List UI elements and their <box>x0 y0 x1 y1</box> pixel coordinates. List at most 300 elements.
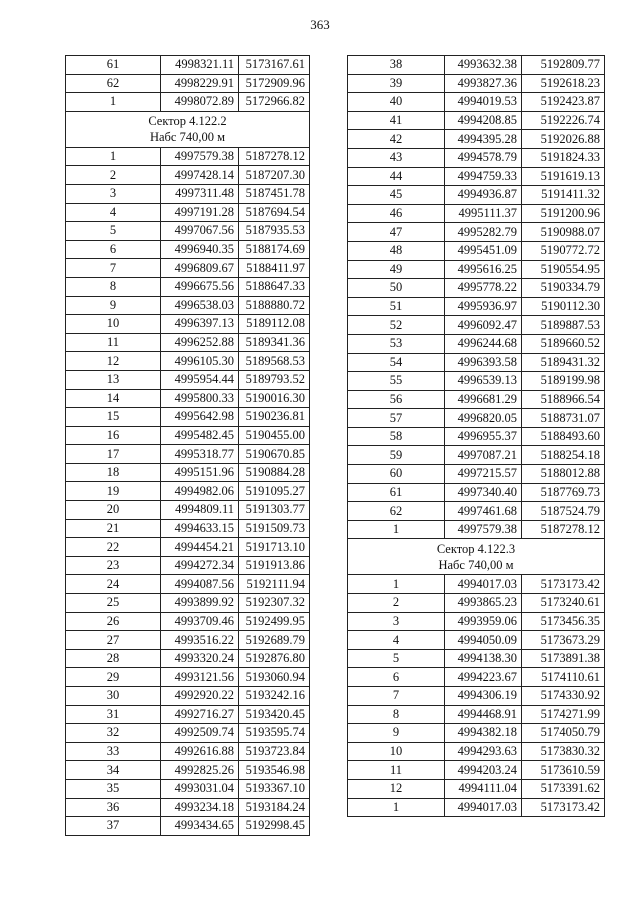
y-coordinate-cell: 5172909.96 <box>239 74 310 93</box>
y-coordinate-cell: 5193420.45 <box>239 705 310 724</box>
x-coordinate-cell: 4994019.53 <box>445 93 522 112</box>
x-coordinate-cell: 4998321.11 <box>161 56 239 75</box>
y-coordinate-cell: 5174271.99 <box>522 705 605 724</box>
x-coordinate-cell: 4996955.37 <box>445 427 522 446</box>
table-row <box>348 742 605 761</box>
y-coordinate-cell: 5190554.95 <box>522 260 605 279</box>
point-number-cell: 16 <box>66 426 161 445</box>
x-coordinate-cell: 4993632.38 <box>445 56 522 75</box>
y-coordinate-cell: 5190236.81 <box>239 408 310 427</box>
y-coordinate-cell: 5193060.94 <box>239 668 310 687</box>
point-number-cell: 28 <box>66 649 161 668</box>
table-row <box>66 742 310 761</box>
table-row <box>348 612 605 631</box>
y-coordinate-cell: 5187694.54 <box>239 203 310 222</box>
y-coordinate-cell: 5193242.16 <box>239 687 310 706</box>
point-number-cell: 26 <box>66 612 161 631</box>
x-coordinate-cell: 4996252.88 <box>161 333 239 352</box>
table-row <box>348 353 605 372</box>
table-row <box>66 705 310 724</box>
y-coordinate-cell: 5188647.33 <box>239 277 310 296</box>
point-number-cell: 38 <box>348 56 445 75</box>
y-coordinate-cell: 5187935.53 <box>239 222 310 241</box>
y-coordinate-cell: 5189199.98 <box>522 372 605 391</box>
page-number: 363 <box>310 17 330 32</box>
coordinates-table-right <box>347 55 605 817</box>
table-row <box>348 334 605 353</box>
y-coordinate-cell: 5191509.73 <box>239 519 310 538</box>
y-coordinate-cell: 5192111.94 <box>239 575 310 594</box>
table-row <box>348 130 605 149</box>
table-row <box>66 333 310 352</box>
sector-header <box>66 111 310 147</box>
table-row <box>66 408 310 427</box>
point-number-cell: 41 <box>348 111 445 130</box>
table-row <box>348 798 605 817</box>
point-number-cell: 11 <box>348 761 445 780</box>
table-row <box>348 446 605 465</box>
table-row <box>66 315 310 334</box>
point-number-cell: 2 <box>66 166 161 185</box>
y-coordinate-cell: 5187278.12 <box>239 147 310 166</box>
table-row <box>348 465 605 484</box>
table-row <box>348 502 605 521</box>
x-coordinate-cell: 4994468.91 <box>445 705 522 724</box>
table-row <box>66 501 310 520</box>
x-coordinate-cell: 4995642.98 <box>161 408 239 427</box>
x-coordinate-cell: 4995936.97 <box>445 297 522 316</box>
table-row <box>66 147 310 166</box>
x-coordinate-cell: 4997087.21 <box>445 446 522 465</box>
x-coordinate-cell: 4994138.30 <box>445 649 522 668</box>
x-coordinate-cell: 4994382.18 <box>445 724 522 743</box>
y-coordinate-cell: 5188880.72 <box>239 296 310 315</box>
x-coordinate-cell: 4994203.24 <box>445 761 522 780</box>
point-number-cell: 1 <box>348 798 445 817</box>
table-row <box>348 167 605 186</box>
x-coordinate-cell: 4996940.35 <box>161 240 239 259</box>
x-coordinate-cell: 4994017.03 <box>445 798 522 817</box>
point-number-cell: 9 <box>66 296 161 315</box>
point-number-cell: 43 <box>348 148 445 167</box>
point-number-cell: 21 <box>66 519 161 538</box>
table-row <box>66 259 310 278</box>
y-coordinate-cell: 5193546.98 <box>239 761 310 780</box>
point-number-cell: 35 <box>66 779 161 798</box>
table-row <box>348 111 605 130</box>
sector-height: Набс 740,00 м <box>438 557 514 572</box>
x-coordinate-cell: 4993031.04 <box>161 779 239 798</box>
point-number-cell: 1 <box>66 147 161 166</box>
x-coordinate-cell: 4997191.28 <box>161 203 239 222</box>
point-number-cell: 18 <box>66 463 161 482</box>
table-row <box>348 204 605 223</box>
y-coordinate-cell: 5174110.61 <box>522 668 605 687</box>
x-coordinate-cell: 4993121.56 <box>161 668 239 687</box>
point-number-cell: 39 <box>348 74 445 93</box>
table-row <box>348 186 605 205</box>
point-number-cell: 7 <box>66 259 161 278</box>
x-coordinate-cell: 4993827.36 <box>445 74 522 93</box>
y-coordinate-cell: 5191713.10 <box>239 538 310 557</box>
y-coordinate-cell: 5191619.13 <box>522 167 605 186</box>
y-coordinate-cell: 5193367.10 <box>239 779 310 798</box>
y-coordinate-cell: 5188254.18 <box>522 446 605 465</box>
x-coordinate-cell: 4996244.68 <box>445 334 522 353</box>
x-coordinate-cell: 4994982.06 <box>161 482 239 501</box>
x-coordinate-cell: 4994208.85 <box>445 111 522 130</box>
point-number-cell: 50 <box>348 279 445 298</box>
y-coordinate-cell: 5193595.74 <box>239 724 310 743</box>
x-coordinate-cell: 4993709.46 <box>161 612 239 631</box>
table-row <box>66 426 310 445</box>
table-row <box>66 575 310 594</box>
point-number-cell: 13 <box>66 370 161 389</box>
table-row <box>66 631 310 650</box>
table-row <box>348 520 605 539</box>
table-row <box>66 594 310 613</box>
x-coordinate-cell: 4998229.91 <box>161 74 239 93</box>
table-row <box>348 390 605 409</box>
point-number-cell: 19 <box>66 482 161 501</box>
y-coordinate-cell: 5190772.72 <box>522 241 605 260</box>
sector-header <box>348 539 605 575</box>
table-row <box>66 203 310 222</box>
x-coordinate-cell: 4996538.03 <box>161 296 239 315</box>
x-coordinate-cell: 4997579.38 <box>161 147 239 166</box>
table-row <box>348 594 605 613</box>
table-row <box>66 277 310 296</box>
y-coordinate-cell: 5191411.32 <box>522 186 605 205</box>
table-row <box>66 724 310 743</box>
y-coordinate-cell: 5192307.32 <box>239 594 310 613</box>
point-number-cell: 15 <box>66 408 161 427</box>
x-coordinate-cell: 4996809.67 <box>161 259 239 278</box>
table-row <box>348 56 605 75</box>
point-number-cell: 7 <box>348 687 445 706</box>
x-coordinate-cell: 4996105.30 <box>161 352 239 371</box>
x-coordinate-cell: 4995451.09 <box>445 241 522 260</box>
table-row <box>348 223 605 242</box>
x-coordinate-cell: 4997215.57 <box>445 465 522 484</box>
point-number-cell: 49 <box>348 260 445 279</box>
table-row <box>348 372 605 391</box>
table-row <box>348 724 605 743</box>
sector-height: Набс 740,00 м <box>149 130 226 145</box>
table-row <box>66 798 310 817</box>
x-coordinate-cell: 4994017.03 <box>445 575 522 594</box>
table-row <box>66 687 310 706</box>
x-coordinate-cell: 4994395.28 <box>445 130 522 149</box>
x-coordinate-cell: 4997311.48 <box>161 184 239 203</box>
x-coordinate-cell: 4992509.74 <box>161 724 239 743</box>
table-row <box>66 668 310 687</box>
point-number-cell: 2 <box>348 594 445 613</box>
y-coordinate-cell: 5188174.69 <box>239 240 310 259</box>
x-coordinate-cell: 4997428.14 <box>161 166 239 185</box>
table-row <box>348 297 605 316</box>
table-row <box>66 482 310 501</box>
point-number-cell: 34 <box>66 761 161 780</box>
point-number-cell: 10 <box>348 742 445 761</box>
x-coordinate-cell: 4994272.34 <box>161 556 239 575</box>
x-coordinate-cell: 4994087.56 <box>161 575 239 594</box>
table-row <box>66 352 310 371</box>
table-row <box>66 222 310 241</box>
y-coordinate-cell: 5190455.00 <box>239 426 310 445</box>
point-number-cell: 48 <box>348 241 445 260</box>
point-number-cell: 6 <box>66 240 161 259</box>
point-number-cell: 24 <box>66 575 161 594</box>
y-coordinate-cell: 5187524.79 <box>522 502 605 521</box>
y-coordinate-cell: 5173240.61 <box>522 594 605 613</box>
table-row <box>66 296 310 315</box>
point-number-cell: 17 <box>66 445 161 464</box>
x-coordinate-cell: 4995282.79 <box>445 223 522 242</box>
point-number-cell: 1 <box>348 575 445 594</box>
x-coordinate-cell: 4992716.27 <box>161 705 239 724</box>
table-row <box>348 93 605 112</box>
y-coordinate-cell: 5191824.33 <box>522 148 605 167</box>
x-coordinate-cell: 4993899.92 <box>161 594 239 613</box>
point-number-cell: 31 <box>66 705 161 724</box>
x-coordinate-cell: 4992920.22 <box>161 687 239 706</box>
x-coordinate-cell: 4992616.88 <box>161 742 239 761</box>
point-number-cell: 55 <box>348 372 445 391</box>
y-coordinate-cell: 5173391.62 <box>522 779 605 798</box>
y-coordinate-cell: 5174050.79 <box>522 724 605 743</box>
x-coordinate-cell: 4993865.23 <box>445 594 522 613</box>
point-number-cell: 4 <box>66 203 161 222</box>
y-coordinate-cell: 5191913.86 <box>239 556 310 575</box>
point-number-cell: 1 <box>66 93 161 112</box>
x-coordinate-cell: 4996820.05 <box>445 409 522 428</box>
x-coordinate-cell: 4995778.22 <box>445 279 522 298</box>
x-coordinate-cell: 4993320.24 <box>161 649 239 668</box>
table-row <box>66 463 310 482</box>
y-coordinate-cell: 5173610.59 <box>522 761 605 780</box>
table-row <box>348 427 605 446</box>
x-coordinate-cell: 4993959.06 <box>445 612 522 631</box>
x-coordinate-cell: 4994454.21 <box>161 538 239 557</box>
table-row <box>348 687 605 706</box>
x-coordinate-cell: 4992825.26 <box>161 761 239 780</box>
y-coordinate-cell: 5173830.32 <box>522 742 605 761</box>
x-coordinate-cell: 4994223.67 <box>445 668 522 687</box>
y-coordinate-cell: 5192998.45 <box>239 817 310 836</box>
y-coordinate-cell: 5192809.77 <box>522 56 605 75</box>
sector-title: Сектор 4.122.3 <box>436 541 516 556</box>
x-coordinate-cell: 4997461.68 <box>445 502 522 521</box>
table-row <box>66 56 310 75</box>
y-coordinate-cell: 5173167.61 <box>239 56 310 75</box>
x-coordinate-cell: 4996092.47 <box>445 316 522 335</box>
point-number-cell: 60 <box>348 465 445 484</box>
sector-header-row <box>66 111 310 147</box>
table-row <box>348 649 605 668</box>
point-number-cell: 3 <box>66 184 161 203</box>
y-coordinate-cell: 5173456.35 <box>522 612 605 631</box>
y-coordinate-cell: 5190112.30 <box>522 297 605 316</box>
point-number-cell: 56 <box>348 390 445 409</box>
x-coordinate-cell: 4997067.56 <box>161 222 239 241</box>
y-coordinate-cell: 5190884.28 <box>239 463 310 482</box>
y-coordinate-cell: 5189431.32 <box>522 353 605 372</box>
x-coordinate-cell: 4994809.11 <box>161 501 239 520</box>
point-number-cell: 53 <box>348 334 445 353</box>
point-number-cell: 32 <box>66 724 161 743</box>
y-coordinate-cell: 5193723.84 <box>239 742 310 761</box>
x-coordinate-cell: 4993434.65 <box>161 817 239 836</box>
point-number-cell: 27 <box>66 631 161 650</box>
table-row <box>348 631 605 650</box>
sector-header-row <box>348 539 605 575</box>
point-number-cell: 29 <box>66 668 161 687</box>
point-number-cell: 42 <box>348 130 445 149</box>
y-coordinate-cell: 5187278.12 <box>522 520 605 539</box>
table-row <box>348 705 605 724</box>
table-row <box>348 316 605 335</box>
point-number-cell: 3 <box>348 612 445 631</box>
point-number-cell: 8 <box>66 277 161 296</box>
x-coordinate-cell: 4995616.25 <box>445 260 522 279</box>
point-number-cell: 6 <box>348 668 445 687</box>
point-number-cell: 12 <box>348 779 445 798</box>
table-row <box>348 483 605 502</box>
y-coordinate-cell: 5190016.30 <box>239 389 310 408</box>
y-coordinate-cell: 5188966.54 <box>522 390 605 409</box>
point-number-cell: 54 <box>348 353 445 372</box>
point-number-cell: 25 <box>66 594 161 613</box>
y-coordinate-cell: 5174330.92 <box>522 687 605 706</box>
y-coordinate-cell: 5192499.95 <box>239 612 310 631</box>
coordinates-table-left <box>65 55 310 836</box>
y-coordinate-cell: 5173173.42 <box>522 575 605 594</box>
table-row <box>348 241 605 260</box>
y-coordinate-cell: 5173673.29 <box>522 631 605 650</box>
y-coordinate-cell: 5190334.79 <box>522 279 605 298</box>
table-row <box>348 74 605 93</box>
point-number-cell: 9 <box>348 724 445 743</box>
y-coordinate-cell: 5192618.23 <box>522 74 605 93</box>
table-row <box>348 779 605 798</box>
y-coordinate-cell: 5188493.60 <box>522 427 605 446</box>
point-number-cell: 1 <box>348 520 445 539</box>
point-number-cell: 36 <box>66 798 161 817</box>
x-coordinate-cell: 4994578.79 <box>445 148 522 167</box>
point-number-cell: 45 <box>348 186 445 205</box>
y-coordinate-cell: 5189112.08 <box>239 315 310 334</box>
point-number-cell: 14 <box>66 389 161 408</box>
table-row <box>348 761 605 780</box>
table-row <box>66 538 310 557</box>
point-number-cell: 5 <box>66 222 161 241</box>
table-row <box>66 779 310 798</box>
x-coordinate-cell: 4995482.45 <box>161 426 239 445</box>
y-coordinate-cell: 5188731.07 <box>522 409 605 428</box>
x-coordinate-cell: 4995111.37 <box>445 204 522 223</box>
x-coordinate-cell: 4994111.04 <box>445 779 522 798</box>
x-coordinate-cell: 4995151.96 <box>161 463 239 482</box>
table-row <box>66 74 310 93</box>
table-row <box>66 389 310 408</box>
table-row <box>66 519 310 538</box>
point-number-cell: 5 <box>348 649 445 668</box>
point-number-cell: 61 <box>348 483 445 502</box>
x-coordinate-cell: 4998072.89 <box>161 93 239 112</box>
y-coordinate-cell: 5188411.97 <box>239 259 310 278</box>
y-coordinate-cell: 5193184.24 <box>239 798 310 817</box>
x-coordinate-cell: 4996397.13 <box>161 315 239 334</box>
point-number-cell: 62 <box>66 74 161 93</box>
x-coordinate-cell: 4993516.22 <box>161 631 239 650</box>
y-coordinate-cell: 5187451.78 <box>239 184 310 203</box>
point-number-cell: 8 <box>348 705 445 724</box>
point-number-cell: 51 <box>348 297 445 316</box>
y-coordinate-cell: 5189341.36 <box>239 333 310 352</box>
table-row <box>348 148 605 167</box>
point-number-cell: 37 <box>66 817 161 836</box>
table-row <box>348 575 605 594</box>
point-number-cell: 22 <box>66 538 161 557</box>
table-row <box>66 649 310 668</box>
point-number-cell: 46 <box>348 204 445 223</box>
point-number-cell: 30 <box>66 687 161 706</box>
table-row <box>66 184 310 203</box>
point-number-cell: 4 <box>348 631 445 650</box>
y-coordinate-cell: 5187207.30 <box>239 166 310 185</box>
y-coordinate-cell: 5172966.82 <box>239 93 310 112</box>
point-number-cell: 57 <box>348 409 445 428</box>
x-coordinate-cell: 4994293.63 <box>445 742 522 761</box>
y-coordinate-cell: 5189660.52 <box>522 334 605 353</box>
y-coordinate-cell: 5187769.73 <box>522 483 605 502</box>
table-row <box>66 761 310 780</box>
y-coordinate-cell: 5191200.96 <box>522 204 605 223</box>
y-coordinate-cell: 5188012.88 <box>522 465 605 484</box>
point-number-cell: 62 <box>348 502 445 521</box>
sector-title: Сектор 4.122.2 <box>148 114 227 129</box>
point-number-cell: 33 <box>66 742 161 761</box>
x-coordinate-cell: 4996675.56 <box>161 277 239 296</box>
y-coordinate-cell: 5189793.52 <box>239 370 310 389</box>
x-coordinate-cell: 4994759.33 <box>445 167 522 186</box>
x-coordinate-cell: 4997579.38 <box>445 520 522 539</box>
x-coordinate-cell: 4993234.18 <box>161 798 239 817</box>
table-row <box>66 93 310 112</box>
point-number-cell: 20 <box>66 501 161 520</box>
point-number-cell: 23 <box>66 556 161 575</box>
y-coordinate-cell: 5190988.07 <box>522 223 605 242</box>
table-row <box>66 240 310 259</box>
table-row <box>66 817 310 836</box>
x-coordinate-cell: 4994306.19 <box>445 687 522 706</box>
y-coordinate-cell: 5189887.53 <box>522 316 605 335</box>
point-number-cell: 58 <box>348 427 445 446</box>
x-coordinate-cell: 4996539.13 <box>445 372 522 391</box>
table-row <box>66 612 310 631</box>
y-coordinate-cell: 5192689.79 <box>239 631 310 650</box>
point-number-cell: 44 <box>348 167 445 186</box>
table-row <box>66 445 310 464</box>
point-number-cell: 47 <box>348 223 445 242</box>
table-row <box>66 166 310 185</box>
y-coordinate-cell: 5192876.80 <box>239 649 310 668</box>
table-row <box>348 409 605 428</box>
x-coordinate-cell: 4996393.58 <box>445 353 522 372</box>
y-coordinate-cell: 5192226.74 <box>522 111 605 130</box>
x-coordinate-cell: 4994936.87 <box>445 186 522 205</box>
